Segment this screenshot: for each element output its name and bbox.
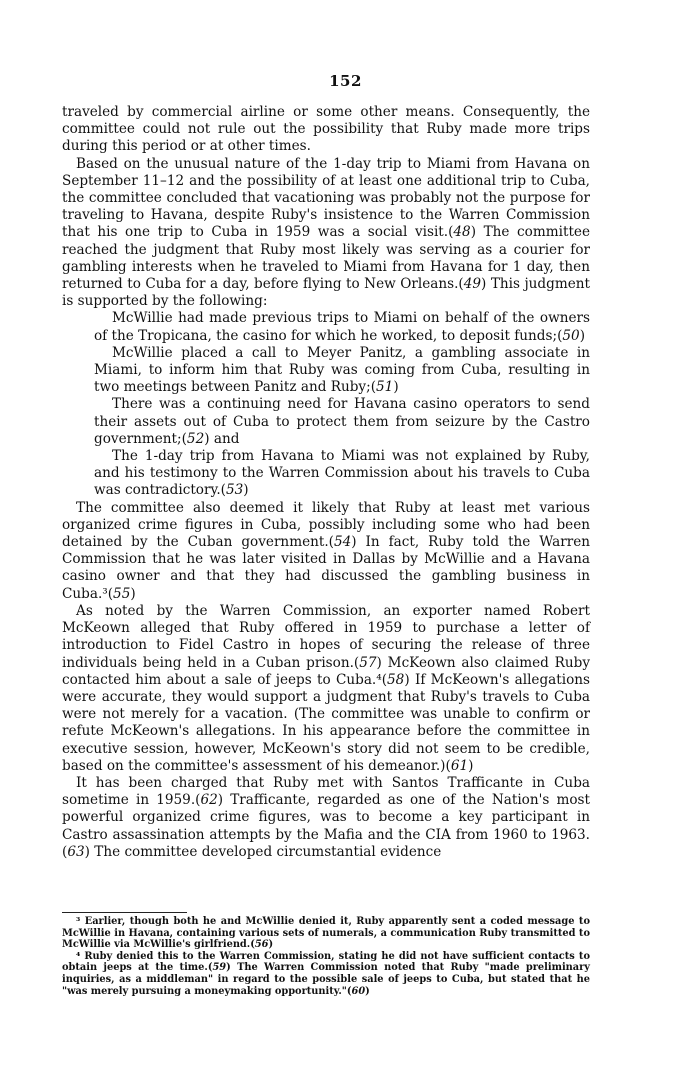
list-item: McWillie placed a call to Meyer Panitz, a gambling associate in Miami, to inform him that Ruby was coming from Cuba, resulting in two meetings between Panitz and Ruby;(51) — [94, 344, 590, 396]
body-text — [62, 104, 590, 861]
list-item: There was a continuing need for Havana casino operators to send their assets out of Cuba to protect them from seizure by the Castro government;(52) and — [94, 396, 590, 447]
paragraph: traveled by commercial airline or some other means. Consequently, the committee could not rule out the possibility that Ruby made more trips during this period or at other times. — [62, 104, 590, 155]
paragraph: Based on the unusual nature of the 1-day trip to Miami from Havana on September 11–12 and the possibility of at least one additional trip to Cuba, the committee concluded that vacationing was probably not the purpose for traveling to Havana, despite Ruby's insistence to the Warren Commission that his one trip to Cuba in 1959 was a social visit.(48) The committee reached the judgment that Ruby most likely was serving as a courier for gambling interests when he traveled to Miami from Havana for 1 day, then returned to Cuba for a day, before flying to New Orleans.(49) This judgment is supported by the following: — [62, 155, 590, 310]
page-number: 152 — [329, 72, 362, 90]
paragraph: It has been charged that Ruby met with Santos Trafficante in Cuba sometime in 1959.(62) Trafficante, regarded as one of the Nation's most powerful organized crime figures, was to become a key participant in Castro assassination attempts by the Mafia and the CIA from 1960 to 1963.(63) The committee developed circumstantial evidence — [62, 774, 590, 860]
paragraph: The committee also deemed it likely that Ruby at least met various organized crime figures in Cuba, possibly including some who had been detained by the Cuban government.(54) In fact, Ruby told the Warren Commission that he was later visited in Dallas by McWillie and a Havana casino owner and that they had discussed the gambling business in Cuba.³(55) — [62, 499, 590, 602]
footnote-divider — [62, 912, 187, 913]
footnote: ⁴ Ruby denied this to the Warren Commission, stating he did not have sufficient contacts to obtain jeeps at the time.(59) The Warren Commission noted that Ruby "made preliminary inquiries, as a middleman" in regard to the possible sale of jeeps to Cuba, but stated that he "was merely pursuing a moneymaking opportunity."(60) — [62, 950, 590, 997]
paragraph: As noted by the Warren Commission, an exporter named Robert McKeown alleged that Ruby offered in 1959 to purchase a letter of introduction to Fidel Castro in hopes of securing the release of three individuals being held in a Cuban prison.(57) McKeown also claimed Ruby contacted him about a sale of jeeps to Cuba.⁴(58) If McKeown's allegations were accurate, they would support a judgment that Ruby's travels to Cuba were not merely for a vacation. (The committee was unable to confirm or refute McKeown's allegations. In his appearance before the committee in executive session, however, McKeown's story did not seem to be credible, based on the committee's assessment of his demeanor.)(61) — [62, 602, 590, 774]
footnotes — [62, 916, 590, 997]
list-item: The 1-day trip from Havana to Miami was not explained by Ruby, and his testimony to the Warren Commission about his travels to Cuba was contradictory.(53) — [94, 448, 590, 499]
footnote: ³ Earlier, though both he and McWillie denied it, Ruby apparently sent a coded message to McWillie in Havana, containing various sets of numerals, a communication Ruby transmitted to McWillie via McWillie's girlfriend.(56) — [62, 916, 590, 951]
list-item: McWillie had made previous trips to Miami on behalf of the owners of the Tropicana, the casino for which he worked, to deposit funds;(50) — [94, 310, 590, 344]
